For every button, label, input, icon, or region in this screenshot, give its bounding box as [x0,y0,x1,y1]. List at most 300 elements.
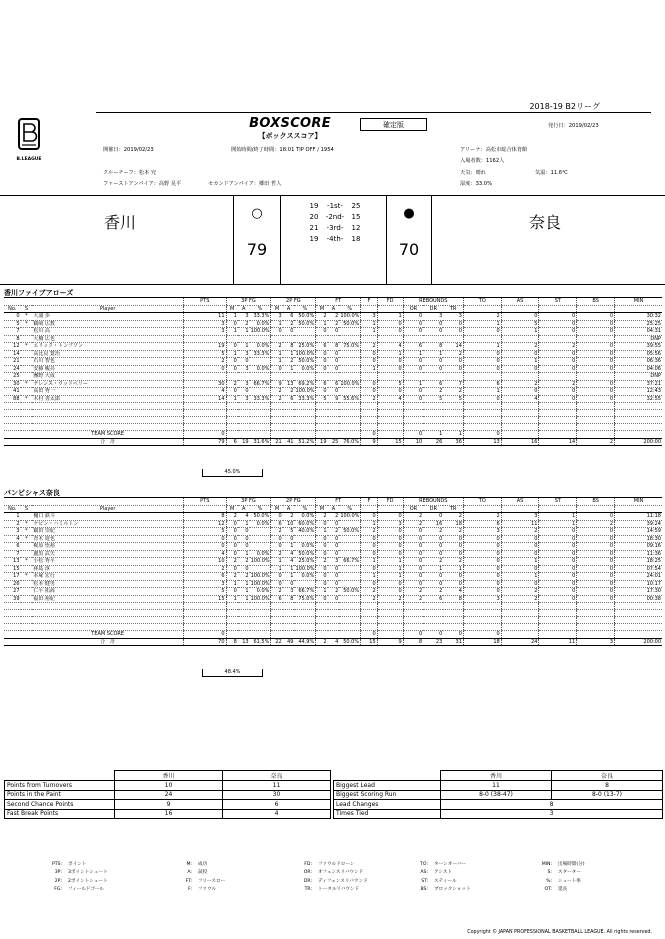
stat-cell: 0 [271,543,283,551]
stat-cell: 2 [184,358,227,366]
player-name [32,403,183,410]
stat-cell: 24 [4,365,21,373]
stat-cell: 2 [316,313,328,321]
team-score-row [4,631,662,639]
stat-cell: 0 [539,358,577,366]
stat-cell [226,617,238,624]
stat-cell: 2 [283,358,295,366]
stat-cell [377,610,403,617]
player-name: 木村 善太郎 [32,395,183,403]
stats-value: 11 [223,781,331,791]
stat-cell [250,543,271,551]
stat-cell: 0 [539,328,577,336]
stat-cell: * [21,320,33,328]
player-name [32,410,183,417]
stat-cell: 0 [403,328,423,336]
stat-cell: 3 [577,638,615,646]
stat-cell: 0 [316,535,328,543]
legend-desc: シュート率 [558,878,581,884]
stat-cell: 1 [361,365,378,373]
stat-cell: 0 [539,528,577,536]
stat-cell [463,335,501,343]
stat-cell: * [21,343,33,351]
stat-cell: 0 [443,543,463,551]
stat-cell [339,403,360,410]
stat-cell [501,335,539,343]
stat-cell [294,424,315,431]
stat-cell [501,603,539,610]
stat-cell [316,624,328,631]
stat-cell: 6 [316,380,328,388]
stat-cell [271,631,283,639]
stat-cell: 13 [463,438,501,446]
stat-cell: 0 [443,358,463,366]
stat-cell: 0 [463,588,501,596]
stat-cell: 1 [443,431,463,439]
player-name: 團野 大成 [32,373,183,381]
stat-cell [271,424,283,431]
header-cell [463,305,501,313]
stat-cell [377,603,403,610]
stat-cell: 10 [283,520,295,528]
stat-cell [283,631,295,639]
stat-cell: 0 [463,558,501,566]
stats-label: Times Tied [334,809,441,819]
header-cell [361,305,378,313]
stat-cell [361,417,378,424]
stat-cell: 1 [501,328,539,336]
away-total-score: 70 [398,240,420,259]
stat-cell: 0 [377,513,403,521]
table-header-row [4,498,662,505]
stat-cell: 0 [316,580,328,588]
player-name [32,610,183,617]
stat-cell: 0 [328,573,340,581]
player-name [32,624,183,631]
stat-cell: * [21,380,33,388]
stat-cell: 1 [271,320,283,328]
stat-cell: 1 [238,343,250,351]
home-total-score: 79 [246,240,268,259]
stat-cell: 2 [283,388,295,396]
stat-cell: 19 [316,438,328,446]
header-cell: TO [463,498,501,505]
stat-cell [21,424,33,431]
stat-cell [615,617,662,624]
stat-cell [316,403,328,410]
stat-cell: 0 [316,358,328,366]
stat-cell: 0 [361,535,378,543]
stat-cell [271,603,283,610]
stat-cell: 50.0% [294,550,315,558]
table-header-row [4,298,662,305]
stats-header-cell: 香川 [441,771,552,781]
stat-cell: 0.0% [250,343,271,351]
stat-cell: 0.0% [294,543,315,551]
legend-item [40,861,108,869]
stat-cell: 0 [328,365,340,373]
stat-cell: 0 [226,358,238,366]
stat-cell: 0 [403,388,423,396]
stat-cell: 0 [316,573,328,581]
stat-cell [4,631,21,639]
stat-cell [21,624,33,631]
header-cell: DR [423,505,443,513]
stat-cell [294,403,315,410]
stat-cell [361,373,378,381]
stat-cell: 13 [4,558,21,566]
stats-label: Biggest Scoring Run [334,790,441,800]
stat-cell: 2 [316,513,328,521]
stat-cell: 4 [184,388,227,396]
stat-cell [339,535,360,543]
stat-cell: 0 [316,543,328,551]
header-cell [501,505,539,513]
stat-cell: 2 [328,313,340,321]
legend-desc: アシスト [434,870,453,876]
second-umpire: セカンドアンパイア：郷田 哲人 [208,181,282,187]
stat-cell [21,595,33,603]
stat-cell [443,403,463,410]
stats-table-left [4,770,331,819]
stat-cell: 16 [501,438,539,446]
stat-cell: 6 [328,380,340,388]
stat-cell: 3 [184,320,227,328]
stat-cell [339,388,360,396]
stat-cell: 0 [377,328,403,336]
total-row [4,438,662,446]
stat-cell [463,373,501,381]
stat-cell: 25.0% [294,558,315,566]
stat-cell: * [21,558,33,566]
stat-cell: 0 [463,565,501,573]
stat-cell [423,335,443,343]
legend-item [170,886,225,894]
stat-cell: 0 [577,513,615,521]
stat-cell: 50.0% [294,320,315,328]
stat-cell: 2 [443,513,463,521]
header-cell: ST [539,498,577,505]
stat-cell: 3 [238,395,250,403]
stat-cell: 1 [377,313,403,321]
player-name: エリック・トンプソン [32,343,183,351]
stat-cell: 0.0% [250,365,271,373]
stat-cell: 4 [283,550,295,558]
stat-cell [21,410,33,417]
header-cell [184,505,227,513]
stat-cell: 1 [539,520,577,528]
legend-key: TO: [420,862,428,867]
legend-desc: 出場時間(分) [558,862,585,867]
header-cell: 2P FG [271,498,316,505]
stat-cell: 0 [501,580,539,588]
stat-cell [21,631,33,639]
stat-cell [21,335,33,343]
stat-cell: 2 [328,588,340,596]
stat-cell: 55.6% [339,395,360,403]
crew-chief: クルーチーフ：松本 究 [103,170,157,176]
player-row [4,580,662,588]
stat-cell: 1 [226,395,238,403]
stat-cell: 1 [501,573,539,581]
stat-cell [377,335,403,343]
header-cell: % [250,505,271,513]
stat-cell: 0 [539,595,577,603]
stat-cell: 0 [539,543,577,551]
stat-cell: 30 [4,380,21,388]
header-cell: A [283,305,295,313]
stat-cell [4,438,21,446]
legend-desc: ブロックショット [434,886,471,892]
stat-cell: 1 [4,513,21,521]
stat-cell [21,603,33,610]
stat-cell: 3 [501,513,539,521]
stat-cell [361,603,378,610]
header-cell [615,305,662,313]
stat-cell [21,610,33,617]
stat-cell [4,403,21,410]
stat-cell [4,417,21,424]
stat-cell [403,410,423,417]
stat-cell: 2 [271,395,283,403]
stat-cell: 0 [316,550,328,558]
stat-cell: 0 [463,431,501,439]
stat-cell [271,617,283,624]
stat-cell [226,424,238,431]
away-boxscore-table [4,498,662,646]
stat-cell: 6 [316,343,328,351]
stat-cell [577,417,615,424]
stat-cell: 0 [328,580,340,588]
stat-cell [423,610,443,617]
stat-cell [339,328,360,336]
stat-cell: 41 [4,388,21,396]
stat-cell: 2 [443,528,463,536]
player-row [4,565,662,573]
stats-value: 10 [115,781,223,791]
stat-cell: 0 [283,328,295,336]
stat-cell [283,373,295,381]
stat-cell [377,417,403,424]
stat-cell [316,335,328,343]
stat-cell: 2 [328,513,340,521]
stat-cell: 0 [463,365,501,373]
stat-cell: 8 [283,595,295,603]
stats-row [334,809,663,819]
stat-cell [4,424,21,431]
home-win-mark: ○ [251,206,263,221]
stat-cell: 0 [539,365,577,373]
stat-cell: 75.0% [339,343,360,351]
stat-cell: 1 [377,558,403,566]
stat-cell: 17:30 [615,588,662,596]
stat-cell: 0 [501,543,539,551]
stat-cell: 2 [226,558,238,566]
stat-cell [339,603,360,610]
stat-cell: 4 [283,558,295,566]
stat-cell [250,603,271,610]
stat-cell: 1 [238,588,250,596]
stat-cell: 0 [238,528,250,536]
stat-cell [615,410,662,417]
stat-cell: 11:36 [615,550,662,558]
stats-value: 24 [115,790,223,800]
stat-cell: 4 [184,550,227,558]
stat-cell [539,373,577,381]
stat-cell: 11 [184,313,227,321]
stat-cell: 0 [501,388,539,396]
stat-cell [423,624,443,631]
header-cell: S [21,305,33,313]
stat-cell: 0 [403,528,423,536]
stat-cell [423,417,443,424]
stat-cell: 2 [283,320,295,328]
stat-cell: 8 [403,638,423,646]
stat-cell: 100.0% [250,573,270,580]
stat-cell: * [21,573,33,581]
stat-cell: 0 [443,328,463,336]
table-subheader-row [4,305,662,313]
player-row [4,313,662,321]
stat-cell: 0 [577,328,615,336]
legend-key: FT: [185,878,192,884]
stat-cell [339,543,360,551]
player-row [4,558,662,566]
header-cell: 3P FG [226,498,271,505]
away-team-name: 奈良 [528,213,561,232]
stat-cell [250,358,271,366]
stat-cell [283,617,295,624]
stat-cell: 0 [539,565,577,573]
stat-cell [294,624,315,631]
player-row [4,358,662,366]
stat-cell [283,610,295,617]
stat-cell: 5 [316,395,328,403]
player-name [32,424,183,431]
stat-cell: 0 [238,535,250,543]
stats-value: 8 [441,800,663,810]
stat-cell [226,431,238,439]
header-cell: % [250,305,271,313]
table-subheader-row [4,505,662,513]
stat-cell: 2 [463,513,501,521]
arena: アリーナ：高松市総合体育館 [460,147,528,153]
stat-cell: 0 [361,565,378,573]
stats-label: Second Chance Points [5,800,115,810]
stats-label: Biggest Lead [334,781,441,791]
stat-cell: 2 [443,388,463,396]
stat-cell [443,410,463,417]
legend-desc: 試投 [198,870,208,876]
legend-key: ST: [421,878,428,884]
header-cell: S [21,505,33,513]
stat-cell: 0 [463,535,501,543]
header-cell: 2P FG [271,298,316,305]
legend-key: FG: [54,886,62,892]
stat-cell: 14 [443,343,463,351]
stats-row [334,781,663,791]
stat-cell: 2 [463,313,501,321]
stat-cell [283,624,295,631]
stat-cell [226,624,238,631]
stat-cell: 6 [283,395,295,403]
stat-cell: 1 [238,520,250,528]
stat-cell: 3 [238,350,250,358]
stat-cell: 50.0% [339,588,360,596]
stat-cell: 15 [4,565,21,573]
stat-cell [403,603,423,610]
stat-cell: 7 [4,328,21,336]
player-row [4,417,662,424]
stat-cell [238,431,250,439]
header-cell: F [361,498,378,505]
stat-cell [294,603,315,610]
stat-cell: 6 [226,438,238,446]
stat-cell: 0 [577,343,615,351]
stat-cell [539,624,577,631]
stat-cell: 05:56 [615,350,662,358]
stat-cell: 5 [443,395,463,403]
stat-cell: 0 [377,535,403,543]
stat-cell: 0 [423,580,443,588]
stat-cell: 1 [423,565,443,573]
stat-cell: 66.7% [250,380,271,388]
header-cell: A [238,305,250,313]
stat-cell: 2 [539,343,577,351]
legend-key: PTS: [51,862,62,867]
stat-cell: 0 [316,350,328,358]
stat-cell: 0 [423,358,443,366]
stat-cell [250,335,271,343]
stat-cell: 0 [443,365,463,373]
stat-cell: 1 [403,380,423,388]
stat-cell: 22 [271,638,283,646]
stat-cell: 0 [403,395,423,403]
stat-cell: 0 [577,573,615,581]
stat-cell [238,603,250,610]
header-cell: REBOUNDS [403,298,463,305]
header-cell: Player [32,305,183,313]
stat-cell: 79 [184,438,227,446]
stat-cell: * [21,395,33,403]
stat-cell: 0 [184,431,227,439]
stat-cell: 1 [226,313,238,321]
stat-cell: 2 [539,380,577,388]
stat-cell: 0 [403,565,423,573]
stat-cell: 0 [577,528,615,536]
game-date: 開催日：2019/02/23 [103,147,154,153]
stat-cell: 1 [316,528,328,536]
stat-cell [250,431,271,439]
stat-cell: 1 [283,565,295,573]
stat-cell [283,417,295,424]
stat-cell: 5 [501,320,539,328]
stat-cell [443,624,463,631]
stat-cell [283,410,295,417]
stat-cell: 1 [238,580,250,588]
stat-cell [316,603,328,610]
player-name: 石川 智也 [32,358,183,366]
stat-cell [328,410,340,417]
header-cell: No. [4,505,21,513]
header-cell: A [238,505,250,513]
stat-cell: 7 [443,380,463,388]
stat-cell [339,350,360,358]
stat-cell: 2 [577,520,615,528]
stat-cell: 1 [361,328,378,336]
stat-cell: 09:16 [615,543,662,551]
stat-cell: 0 [361,380,378,388]
